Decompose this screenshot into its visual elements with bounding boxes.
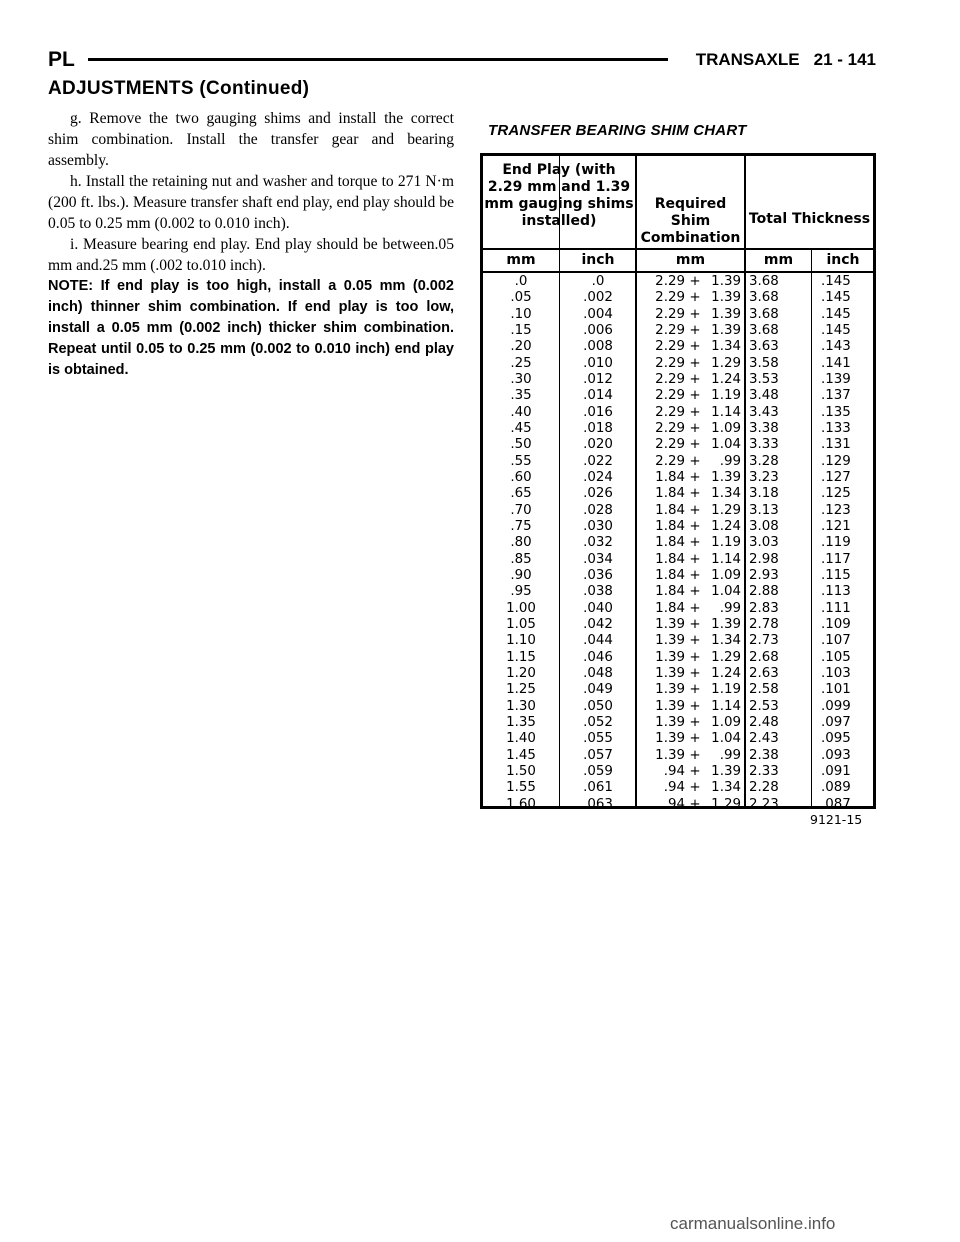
total-mm: 2.73 bbox=[749, 633, 779, 649]
total-mm: 3.18 bbox=[749, 486, 779, 502]
end-play-inch: .044 bbox=[583, 633, 613, 649]
end-play-mm: 1.30 bbox=[506, 698, 536, 714]
shim-b: .99 bbox=[719, 747, 741, 763]
total-inch: .145 bbox=[821, 290, 851, 306]
total-mm: 3.68 bbox=[749, 306, 779, 322]
total-inch: .101 bbox=[821, 682, 851, 698]
total-mm: 3.38 bbox=[749, 420, 779, 436]
total-inch: .109 bbox=[821, 616, 851, 632]
total-inch: .143 bbox=[821, 339, 851, 355]
end-play-mm: .40 bbox=[510, 404, 532, 420]
plus-sign: + bbox=[689, 371, 701, 387]
shim-a: 2.29 bbox=[655, 388, 685, 404]
shim-a: 1.84 bbox=[655, 486, 685, 502]
plus-sign: + bbox=[689, 633, 701, 649]
shim-b: 1.39 bbox=[711, 322, 741, 338]
shim-b: 1.34 bbox=[711, 780, 741, 796]
total-mm: 3.43 bbox=[749, 404, 779, 420]
total-mm: 3.53 bbox=[749, 371, 779, 387]
shim-b: 1.39 bbox=[711, 274, 741, 289]
total-inch: .141 bbox=[821, 355, 851, 371]
shim-a: 1.84 bbox=[655, 600, 685, 616]
total-mm: 2.98 bbox=[749, 551, 779, 567]
total-inch: .135 bbox=[821, 404, 851, 420]
plus-sign: + bbox=[689, 616, 701, 632]
total-mm: 2.58 bbox=[749, 682, 779, 698]
total-mm: 3.48 bbox=[749, 388, 779, 404]
shim-a: 2.29 bbox=[655, 437, 685, 453]
total-mm: 3.68 bbox=[749, 322, 779, 338]
shim-a: 1.39 bbox=[655, 714, 685, 730]
table-row bbox=[483, 421, 873, 437]
shim-a: 1.39 bbox=[655, 682, 685, 698]
end-play-inch: .030 bbox=[583, 518, 613, 534]
table-row bbox=[483, 519, 873, 535]
end-play-mm: 1.00 bbox=[506, 600, 536, 616]
total-inch: .121 bbox=[821, 518, 851, 534]
end-play-inch: .059 bbox=[583, 763, 613, 779]
end-play-mm: 1.50 bbox=[506, 763, 536, 779]
end-play-inch: .028 bbox=[583, 502, 613, 518]
shim-a: 2.29 bbox=[655, 339, 685, 355]
shim-b: 1.24 bbox=[711, 371, 741, 387]
plus-sign: + bbox=[689, 322, 701, 338]
plus-sign: + bbox=[689, 665, 701, 681]
total-mm: 3.58 bbox=[749, 355, 779, 371]
end-play-inch: .002 bbox=[583, 290, 613, 306]
shim-a: .94 bbox=[663, 780, 685, 796]
end-play-inch: .018 bbox=[583, 420, 613, 436]
end-play-inch: .012 bbox=[583, 371, 613, 387]
plus-sign: + bbox=[689, 355, 701, 371]
end-play-mm: .55 bbox=[510, 453, 532, 469]
plus-sign: + bbox=[689, 518, 701, 534]
end-play-mm: .15 bbox=[510, 322, 532, 338]
table-row bbox=[483, 503, 873, 519]
total-inch: .145 bbox=[821, 274, 851, 289]
body-text bbox=[48, 108, 454, 381]
end-play-mm: .45 bbox=[510, 420, 532, 436]
end-play-mm: 1.05 bbox=[506, 616, 536, 632]
shim-a: 1.84 bbox=[655, 518, 685, 534]
end-play-inch: .022 bbox=[583, 453, 613, 469]
end-play-mm: .65 bbox=[510, 486, 532, 502]
shim-b: 1.24 bbox=[711, 665, 741, 681]
total-mm: 2.48 bbox=[749, 714, 779, 730]
plus-sign: + bbox=[689, 747, 701, 763]
table-row bbox=[483, 715, 873, 731]
total-inch: .095 bbox=[821, 731, 851, 747]
table-row bbox=[483, 290, 873, 306]
end-play-inch: .048 bbox=[583, 665, 613, 681]
table-row bbox=[483, 454, 873, 470]
shim-a: 1.39 bbox=[655, 616, 685, 632]
table-row bbox=[483, 568, 873, 584]
table-row bbox=[483, 372, 873, 388]
total-inch: .127 bbox=[821, 469, 851, 485]
sub-header-mm-endplay: mm bbox=[506, 252, 536, 268]
end-play-mm: .30 bbox=[510, 371, 532, 387]
shim-a: 2.29 bbox=[655, 290, 685, 306]
total-inch: .145 bbox=[821, 322, 851, 338]
end-play-inch: .052 bbox=[583, 714, 613, 730]
table-row bbox=[483, 633, 873, 649]
shim-b: 1.04 bbox=[711, 437, 741, 453]
end-play-mm: 1.10 bbox=[506, 633, 536, 649]
shim-a: 1.39 bbox=[655, 747, 685, 763]
shim-a: 1.39 bbox=[655, 665, 685, 681]
table-row bbox=[483, 650, 873, 666]
end-play-mm: 1.40 bbox=[506, 731, 536, 747]
plus-sign: + bbox=[689, 404, 701, 420]
total-mm: 3.13 bbox=[749, 502, 779, 518]
end-play-inch: .0 bbox=[591, 274, 605, 289]
shim-b: 1.09 bbox=[711, 567, 741, 583]
end-play-inch: .032 bbox=[583, 535, 613, 551]
watermark: carmanualsonline.info bbox=[670, 1214, 836, 1233]
end-play-mm: .0 bbox=[514, 274, 528, 289]
end-play-inch: .038 bbox=[583, 584, 613, 600]
end-play-inch: .049 bbox=[583, 682, 613, 698]
end-play-mm: .90 bbox=[510, 567, 532, 583]
col-end-play-header: End Play (with 2.29 mm and 1.39 mm gauging shims installed) bbox=[484, 162, 634, 229]
plus-sign: + bbox=[689, 780, 701, 796]
total-inch: .145 bbox=[821, 306, 851, 322]
section-title: ADJUSTMENTS (Continued) bbox=[48, 78, 310, 99]
shim-b: 1.04 bbox=[711, 731, 741, 747]
sub-header-inch-endplay: inch bbox=[581, 252, 615, 268]
end-play-inch: .061 bbox=[583, 780, 613, 796]
total-inch: .131 bbox=[821, 437, 851, 453]
shim-b: 1.04 bbox=[711, 584, 741, 600]
table-row bbox=[483, 552, 873, 568]
plus-sign: + bbox=[689, 420, 701, 436]
total-mm: 2.33 bbox=[749, 763, 779, 779]
end-play-mm: .70 bbox=[510, 502, 532, 518]
plus-sign: + bbox=[689, 453, 701, 469]
col-required-shim-header: Required Shim Combination bbox=[640, 196, 741, 246]
total-inch: .103 bbox=[821, 665, 851, 681]
shim-chart-table bbox=[480, 153, 876, 812]
end-play-mm: .75 bbox=[510, 518, 532, 534]
total-inch: .115 bbox=[821, 567, 851, 583]
table-row bbox=[483, 356, 873, 372]
total-inch: .119 bbox=[821, 535, 851, 551]
plus-sign: + bbox=[689, 551, 701, 567]
plus-sign: + bbox=[689, 714, 701, 730]
end-play-mm: 1.25 bbox=[506, 682, 536, 698]
sub-header-mm-total: mm bbox=[763, 252, 794, 268]
header-section-page bbox=[696, 49, 876, 71]
header-page-number: 21 - 141 bbox=[813, 50, 876, 69]
plus-sign: + bbox=[689, 486, 701, 502]
shim-a: 2.29 bbox=[655, 404, 685, 420]
sub-header-inch-total: inch bbox=[826, 252, 860, 268]
total-inch: .093 bbox=[821, 747, 851, 763]
total-mm: 3.33 bbox=[749, 437, 779, 453]
note: NOTE: If end play is too high, install a 0.05 mm (0.002 inch) thinner shim combination. If end play is too low, install a 0.05 mm (0.002 inch) thicker shim combination. Repeat until 0.05 to 0.25 mm (0.002 to 0.010 inch) end play is obtained. bbox=[48, 278, 454, 378]
end-play-mm: .20 bbox=[510, 339, 532, 355]
total-mm: 2.78 bbox=[749, 616, 779, 632]
total-inch: .139 bbox=[821, 371, 851, 387]
plus-sign: + bbox=[689, 469, 701, 485]
plus-sign: + bbox=[689, 600, 701, 616]
header-section: TRANSAXLE bbox=[695, 50, 800, 69]
total-mm: 2.63 bbox=[749, 665, 779, 681]
total-inch: .097 bbox=[821, 714, 851, 730]
total-inch: .113 bbox=[821, 584, 851, 600]
end-play-mm: 1.20 bbox=[506, 665, 536, 681]
col-total-thickness-header: Total Thickness bbox=[748, 211, 871, 227]
total-mm: 2.23 bbox=[749, 796, 779, 812]
shim-b: 1.34 bbox=[711, 633, 741, 649]
table-body bbox=[483, 274, 873, 813]
shim-b: 1.09 bbox=[711, 714, 741, 730]
plus-sign: + bbox=[689, 535, 701, 551]
total-inch: .107 bbox=[821, 633, 851, 649]
shim-a: 1.84 bbox=[655, 584, 685, 600]
end-play-inch: .046 bbox=[583, 649, 613, 665]
table-row bbox=[483, 617, 873, 633]
page-header bbox=[48, 48, 876, 72]
end-play-inch: .057 bbox=[583, 747, 613, 763]
plus-sign: + bbox=[689, 339, 701, 355]
total-mm: 2.68 bbox=[749, 649, 779, 665]
end-play-inch: .024 bbox=[583, 469, 613, 485]
shim-a: 1.39 bbox=[655, 649, 685, 665]
total-mm: 3.68 bbox=[749, 290, 779, 306]
end-play-inch: .036 bbox=[583, 567, 613, 583]
total-inch: .129 bbox=[821, 453, 851, 469]
shim-b: 1.39 bbox=[711, 306, 741, 322]
table-row bbox=[483, 797, 873, 813]
total-inch: .123 bbox=[821, 502, 851, 518]
shim-a: 2.29 bbox=[655, 322, 685, 338]
table-row bbox=[483, 307, 873, 323]
table-row bbox=[483, 388, 873, 404]
plus-sign: + bbox=[689, 290, 701, 306]
shim-a: 2.29 bbox=[655, 420, 685, 436]
end-play-inch: .050 bbox=[583, 698, 613, 714]
total-mm: 3.63 bbox=[749, 339, 779, 355]
table-row bbox=[483, 731, 873, 747]
total-mm: 2.53 bbox=[749, 698, 779, 714]
header-vehicle-code: PL bbox=[48, 48, 75, 71]
end-play-inch: .026 bbox=[583, 486, 613, 502]
total-mm: 3.28 bbox=[749, 453, 779, 469]
shim-b: .99 bbox=[719, 453, 741, 469]
plus-sign: + bbox=[689, 584, 701, 600]
total-mm: 2.28 bbox=[749, 780, 779, 796]
total-inch: .117 bbox=[821, 551, 851, 567]
end-play-mm: .60 bbox=[510, 469, 532, 485]
end-play-mm: 1.35 bbox=[506, 714, 536, 730]
shim-a: 1.84 bbox=[655, 535, 685, 551]
end-play-mm: .95 bbox=[510, 584, 532, 600]
table-row bbox=[483, 601, 873, 617]
shim-a: 1.39 bbox=[655, 731, 685, 747]
shim-b: .99 bbox=[719, 600, 741, 616]
end-play-inch: .020 bbox=[583, 437, 613, 453]
end-play-mm: .25 bbox=[510, 355, 532, 371]
shim-b: 1.29 bbox=[711, 355, 741, 371]
total-mm: 3.68 bbox=[749, 274, 779, 289]
end-play-mm: .10 bbox=[510, 306, 532, 322]
end-play-mm: 1.60 bbox=[506, 796, 536, 812]
shim-b: 1.34 bbox=[711, 339, 741, 355]
end-play-mm: .35 bbox=[510, 388, 532, 404]
end-play-inch: .004 bbox=[583, 306, 613, 322]
shim-a: .94 bbox=[663, 763, 685, 779]
total-mm: 2.88 bbox=[749, 584, 779, 600]
shim-a: 1.39 bbox=[655, 698, 685, 714]
total-inch: .087 bbox=[821, 796, 851, 812]
table-row bbox=[483, 780, 873, 796]
shim-b: 1.39 bbox=[711, 469, 741, 485]
plus-sign: + bbox=[689, 502, 701, 518]
shim-a: 2.29 bbox=[655, 274, 685, 289]
sub-header-mm-shim: mm bbox=[675, 252, 706, 268]
shim-b: 1.34 bbox=[711, 486, 741, 502]
shim-b: 1.24 bbox=[711, 518, 741, 534]
plus-sign: + bbox=[689, 682, 701, 698]
plus-sign: + bbox=[689, 388, 701, 404]
table-row bbox=[483, 339, 873, 355]
shim-a: 1.84 bbox=[655, 502, 685, 518]
subheader-divider bbox=[483, 271, 873, 273]
end-play-mm: .85 bbox=[510, 551, 532, 567]
plus-sign: + bbox=[689, 567, 701, 583]
plus-sign: + bbox=[689, 698, 701, 714]
shim-a: 2.29 bbox=[655, 371, 685, 387]
end-play-mm: 1.45 bbox=[506, 747, 536, 763]
end-play-inch: .008 bbox=[583, 339, 613, 355]
total-inch: .111 bbox=[821, 600, 851, 616]
total-mm: 3.08 bbox=[749, 518, 779, 534]
total-mm: 3.03 bbox=[749, 535, 779, 551]
plus-sign: + bbox=[689, 274, 701, 289]
total-inch: .105 bbox=[821, 649, 851, 665]
end-play-inch: .006 bbox=[583, 322, 613, 338]
shim-b: 1.19 bbox=[711, 535, 741, 551]
plus-sign: + bbox=[689, 731, 701, 747]
end-play-inch: .055 bbox=[583, 731, 613, 747]
total-mm: 2.43 bbox=[749, 731, 779, 747]
shim-b: 1.19 bbox=[711, 388, 741, 404]
end-play-inch: .010 bbox=[583, 355, 613, 371]
step-g: g. Remove the two gauging shims and install the correct shim combination. Install the transfer gear and bearing assembly. bbox=[48, 110, 454, 169]
shim-b: 1.14 bbox=[711, 404, 741, 420]
table-row bbox=[483, 470, 873, 486]
shim-a: 1.39 bbox=[655, 633, 685, 649]
plus-sign: + bbox=[689, 796, 701, 812]
shim-b: 1.14 bbox=[711, 551, 741, 567]
table-row bbox=[483, 437, 873, 453]
table-row bbox=[483, 699, 873, 715]
end-play-inch: .040 bbox=[583, 600, 613, 616]
total-inch: .125 bbox=[821, 486, 851, 502]
table-row bbox=[483, 764, 873, 780]
table-row bbox=[483, 682, 873, 698]
end-play-inch: .042 bbox=[583, 616, 613, 632]
plus-sign: + bbox=[689, 306, 701, 322]
end-play-mm: .05 bbox=[510, 290, 532, 306]
plus-sign: + bbox=[689, 649, 701, 665]
plus-sign: + bbox=[689, 437, 701, 453]
figure-id: 9121-15 bbox=[810, 812, 863, 827]
shim-a: 2.29 bbox=[655, 453, 685, 469]
end-play-inch: .034 bbox=[583, 551, 613, 567]
table-row bbox=[483, 584, 873, 600]
table-row bbox=[483, 323, 873, 339]
table-row bbox=[483, 405, 873, 421]
shim-a: .94 bbox=[663, 796, 685, 812]
end-play-mm: .50 bbox=[510, 437, 532, 453]
shim-b: 1.09 bbox=[711, 420, 741, 436]
end-play-inch: .016 bbox=[583, 404, 613, 420]
end-play-inch: .063 bbox=[583, 796, 613, 812]
table-row bbox=[483, 486, 873, 502]
shim-b: 1.19 bbox=[711, 682, 741, 698]
table-row bbox=[483, 666, 873, 682]
plus-sign: + bbox=[689, 763, 701, 779]
table-row bbox=[483, 748, 873, 764]
step-i: i. Measure bearing end play. End play should be between.05 mm and.25 mm (.002 to.010 inch). bbox=[48, 236, 454, 274]
chart-title: TRANSFER BEARING SHIM CHART bbox=[488, 122, 747, 139]
shim-b: 1.29 bbox=[711, 796, 741, 812]
total-mm: 2.38 bbox=[749, 747, 779, 763]
total-inch: .137 bbox=[821, 388, 851, 404]
shim-b: 1.39 bbox=[711, 290, 741, 306]
shim-a: 2.29 bbox=[655, 355, 685, 371]
table-row bbox=[483, 274, 873, 290]
shim-a: 2.29 bbox=[655, 306, 685, 322]
table-row bbox=[483, 535, 873, 551]
header-rule bbox=[88, 58, 668, 61]
shim-b: 1.39 bbox=[711, 763, 741, 779]
shim-b: 1.29 bbox=[711, 649, 741, 665]
end-play-mm: .80 bbox=[510, 535, 532, 551]
shim-b: 1.14 bbox=[711, 698, 741, 714]
shim-a: 1.84 bbox=[655, 469, 685, 485]
total-inch: .099 bbox=[821, 698, 851, 714]
end-play-inch: .014 bbox=[583, 388, 613, 404]
total-mm: 3.23 bbox=[749, 469, 779, 485]
total-inch: .089 bbox=[821, 780, 851, 796]
shim-a: 1.84 bbox=[655, 567, 685, 583]
step-h: h. Install the retaining nut and washer and torque to 271 N·m (200 ft. lbs.). Measure transfer shaft end play, end play should be 0.05 to 0.25 mm (0.002 to 0.010 inch). bbox=[48, 173, 454, 232]
total-mm: 2.83 bbox=[749, 600, 779, 616]
shim-b: 1.29 bbox=[711, 502, 741, 518]
total-inch: .091 bbox=[821, 763, 851, 779]
end-play-mm: 1.15 bbox=[506, 649, 536, 665]
end-play-mm: 1.55 bbox=[506, 780, 536, 796]
shim-b: 1.39 bbox=[711, 616, 741, 632]
shim-a: 1.84 bbox=[655, 551, 685, 567]
total-mm: 2.93 bbox=[749, 567, 779, 583]
total-inch: .133 bbox=[821, 420, 851, 436]
